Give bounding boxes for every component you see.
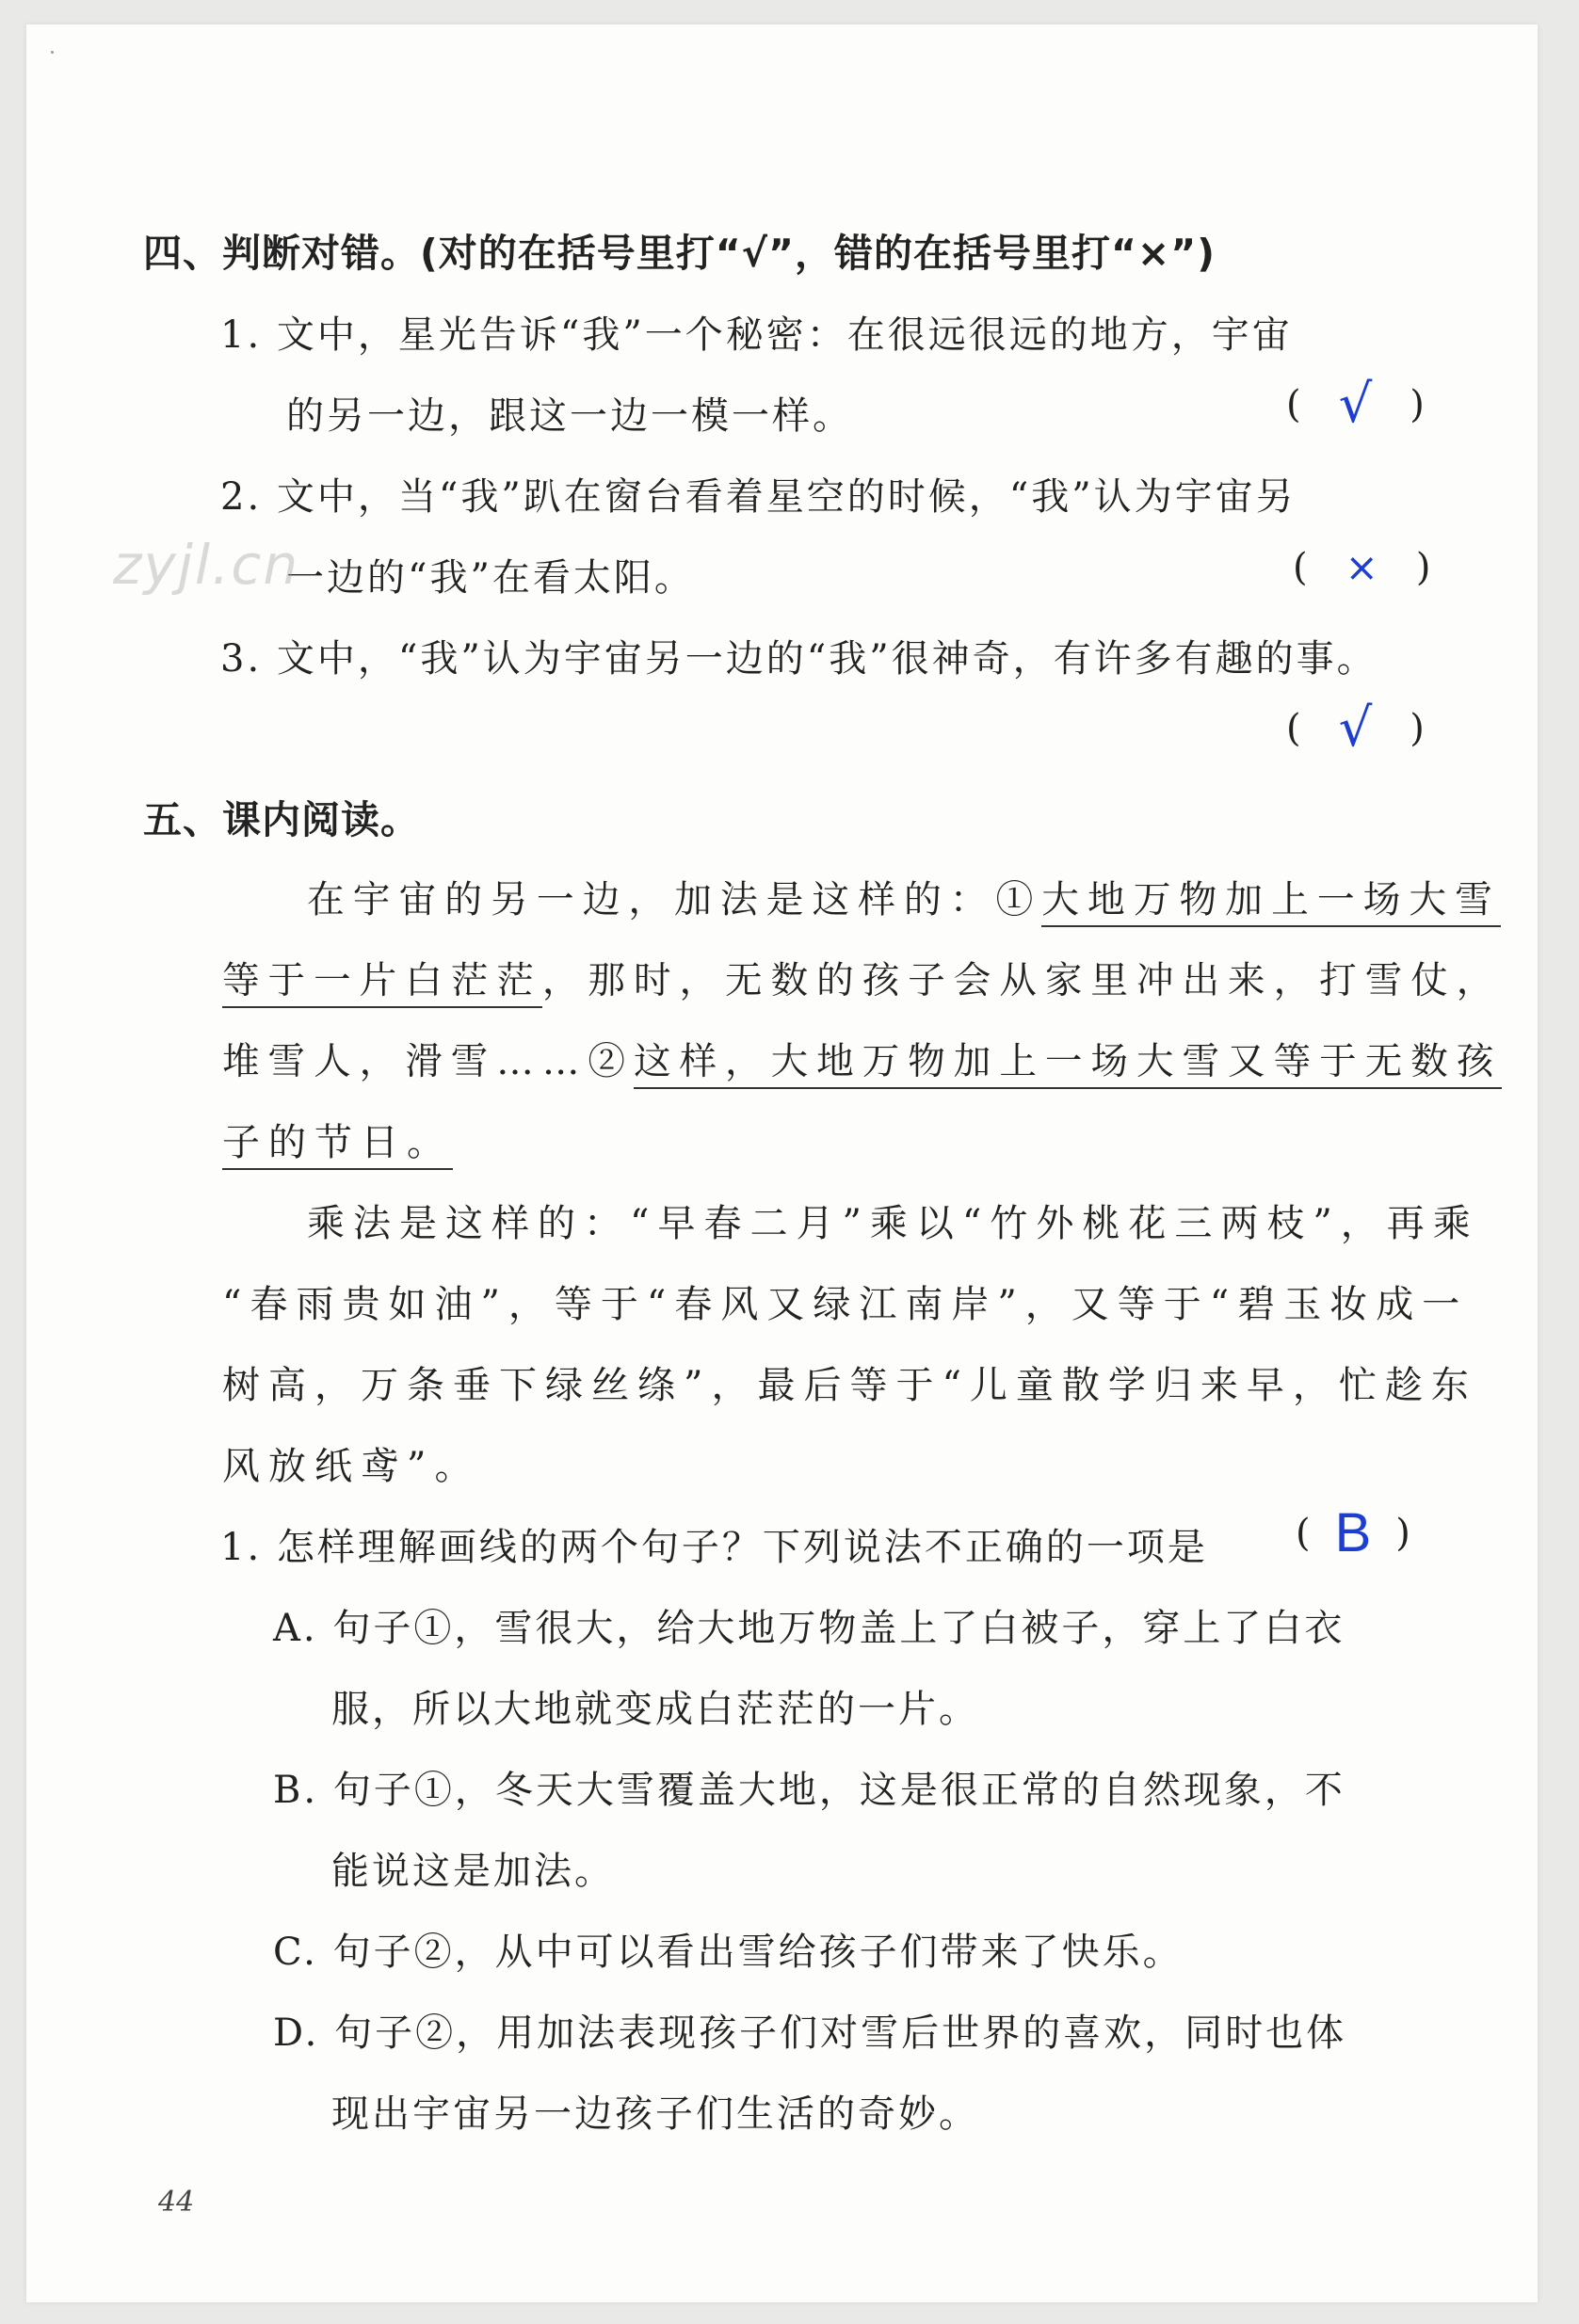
item-2-line-1: 2. 文中，当“我”趴在窗台看着星空的时候，“我”认为宇宙另 — [220, 475, 1297, 519]
watermark: zyjl.cn — [113, 533, 300, 597]
paren-open: ( — [1296, 1512, 1311, 1555]
option-a-line-1: A. 句子①，雪很大，给大地万物盖上了白被子，穿上了白衣 — [273, 1607, 1345, 1650]
item-1-line-1: 1. 文中，星光告诉“我”一个秘密：在很远很远的地方，宇宙 — [220, 313, 1293, 357]
option-b-line-2: 能说这是加法。 — [331, 1850, 615, 1893]
paren-open: ( — [1293, 545, 1308, 589]
item-1-answer: √ — [1338, 374, 1373, 435]
passage-text: 在宇宙的另一边，加法是这样的：① — [307, 878, 1042, 922]
passage-2-line-2: “春雨贵如油”，等于“春风又绿江南岸”，又等于“碧玉妆成一 — [222, 1283, 1469, 1326]
paren-close: ) — [1415, 545, 1431, 589]
option-d-line-2: 现出宇宙另一边孩子们生活的奇妙。 — [331, 2092, 979, 2136]
question-1-answer: B — [1334, 1502, 1372, 1563]
option-b-line-1: B. 句子①，冬天大雪覆盖大地，这是很正常的自然现象，不 — [273, 1769, 1345, 1812]
passage-text: ，那时，无数的孩子会从家里冲出来，打雪仗， — [541, 959, 1503, 1002]
passage-2-line-3: 树高，万条垂下绿丝绦”，最后等于“儿童散学归来早，忙趁东 — [222, 1364, 1477, 1407]
paren-close: ) — [1395, 1512, 1410, 1555]
page-number: 44 — [158, 2186, 195, 2219]
passage-1-line-1 — [307, 870, 1501, 923]
item-1-answer-box — [1286, 374, 1425, 435]
item-3-answer-box — [1286, 697, 1425, 759]
underlined-sentence-1: 大地万物加上一场大雪 — [1041, 878, 1501, 927]
underlined-sentence-2-cont: 子的节日。 — [222, 1121, 453, 1170]
item-3-answer: √ — [1338, 697, 1373, 759]
question-1-answer-box — [1296, 1502, 1410, 1563]
scan-speck — [51, 51, 54, 54]
passage-text: 堆雪人，滑雪……② — [222, 1040, 634, 1083]
passage-2-line-1: 乘法是这样的：“早春二月”乘以“竹外桃花三两枝”，再乘 — [307, 1202, 1479, 1245]
passage-1-line-4 — [222, 1113, 453, 1166]
option-d-line-1: D. 句子②，用加法表现孩子们对雪后世界的喜欢，同时也体 — [273, 2011, 1347, 2055]
section-5-heading: 五、课内阅读。 — [143, 797, 420, 842]
item-3-line-1: 3. 文中，“我”认为宇宙另一边的“我”很神奇，有许多有趣的事。 — [220, 637, 1378, 681]
passage-2-line-4: 风放纸鸢”。 — [222, 1445, 481, 1488]
section-4-heading: 四、判断对错。(对的在括号里打“√”，错的在括号里打“×”) — [143, 231, 1216, 276]
passage-1-line-2 — [222, 951, 1502, 1004]
workbook-page — [26, 24, 1538, 2302]
paren-close: ) — [1410, 383, 1425, 426]
option-c-line-1: C. 句子②，从中可以看出雪给孩子们带来了快乐。 — [273, 1931, 1184, 1974]
question-1-stem: 1. 怎样理解画线的两个句子？下列说法不正确的一项是 — [220, 1526, 1208, 1569]
passage-1-line-3 — [222, 1032, 1502, 1085]
underlined-sentence-1-cont: 等于一片白茫茫 — [222, 959, 542, 1008]
paren-open: ( — [1286, 707, 1301, 750]
item-2-answer-box — [1293, 544, 1430, 590]
item-1-line-2: 的另一边，跟这一边一模一样。 — [286, 394, 853, 438]
option-a-line-2: 服，所以大地就变成白茫茫的一片。 — [331, 1688, 979, 1731]
item-2-answer: × — [1345, 544, 1378, 590]
paren-open: ( — [1286, 383, 1301, 426]
paren-close: ) — [1410, 707, 1425, 750]
underlined-sentence-2: 这样，大地万物加上一场大雪又等于无数孩 — [634, 1040, 1502, 1089]
item-2-line-2: 一边的“我”在看太阳。 — [286, 556, 695, 600]
